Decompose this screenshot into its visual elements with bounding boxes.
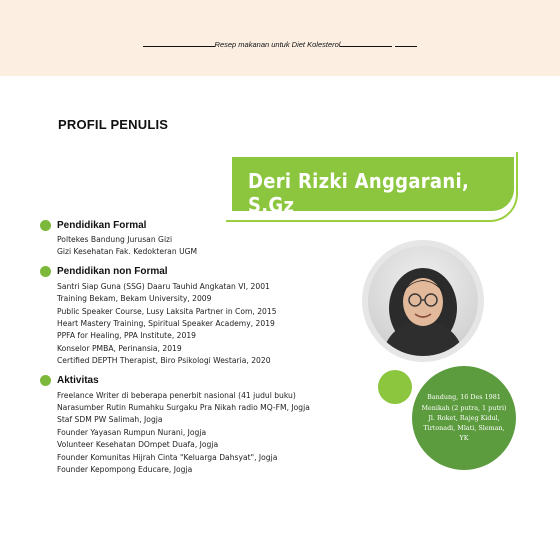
info-line: Bandung, 16 Des 1981	[427, 393, 501, 402]
group-heading	[40, 218, 360, 232]
green-bullet-icon	[40, 266, 51, 277]
group-heading	[40, 374, 360, 388]
info-line: Tirtonadi, Mlati, Sleman,	[423, 424, 505, 433]
list-item: Founder Yayasan Rumpun Nurani, Jogja	[57, 427, 207, 437]
group-heading	[40, 265, 360, 279]
item-list	[40, 234, 360, 259]
header-blank-end	[395, 46, 417, 47]
item-list	[40, 281, 360, 368]
group-title: Pendidikan non Formal	[57, 266, 168, 278]
list-item: Certified DEPTH Therapist, Biro Psikologi Westaria, 2020	[57, 356, 271, 366]
green-bullet-icon	[40, 220, 51, 231]
list-item: Gizi Kesehatan Fak. Kedokteran UGM	[57, 247, 198, 257]
list-item: Public Speaker Course, Lusy Laksita Partner in Com, 2015	[57, 306, 277, 316]
list-item: Santri Siap Guna (SSG) Daaru Tauhid Angkatan VI, 2001	[57, 281, 270, 291]
info-line: Menikah (2 putra, 1 putri)	[421, 403, 507, 412]
group-title: Aktivitas	[57, 375, 99, 387]
group-title: Pendidikan Formal	[57, 219, 147, 231]
profile-content	[40, 218, 360, 483]
list-item: Volunteer Kesehatan DOmpet Duafa, Jogja	[57, 440, 219, 450]
author-photo-frame	[362, 240, 484, 362]
list-item: Training Bekam, Bekam University, 2009	[57, 294, 212, 304]
running-header	[0, 40, 560, 49]
list-item: Poltekes Bandung Jurusan Gizi	[57, 235, 173, 244]
author-name: Deri Rizki Anggarani, S.Gz	[248, 169, 470, 217]
info-line: YK	[459, 434, 469, 443]
list-item: Konselor PMBA, Perinansia, 2019	[57, 343, 182, 353]
header-blank-left	[143, 46, 215, 47]
list-item: Founder Komunitas Hijrah Cinta "Keluarga Dahsyat", Jogja	[57, 452, 278, 462]
list-item: Staf SDM PW Salimah, Jogja	[57, 415, 163, 425]
header-title: Resep makanan untuk Diet Kolesterol	[214, 40, 341, 49]
green-bullet-icon	[40, 375, 51, 386]
author-photo	[368, 246, 478, 356]
group-formal-education	[40, 218, 360, 259]
page-title: PROFIL PENULIS	[58, 117, 169, 132]
personal-info-circle	[412, 366, 516, 470]
header-blank-right	[340, 46, 392, 47]
author-portrait-icon	[368, 246, 478, 356]
decorative-dot	[378, 370, 412, 404]
list-item: Narasumber Rutin Rumahku Surgaku Pra Nikah radio MQ-FM, Jogja	[57, 403, 310, 413]
list-item: Freelance Writer di beberapa penerbit nasional (41 judul buku)	[57, 390, 296, 400]
list-item: PPFA for Healing, PPA Institute, 2019	[57, 331, 196, 341]
list-item: Heart Mastery Training, Spiritual Speaker Academy, 2019	[57, 319, 275, 329]
info-line: Jl. Roket, Rajeg Kidul,	[428, 413, 500, 422]
list-item: Founder Kepompong Educare, Jogja	[57, 465, 193, 475]
group-activities	[40, 374, 360, 477]
group-nonformal-education	[40, 265, 360, 368]
header-band	[0, 0, 560, 76]
item-list	[40, 390, 360, 477]
